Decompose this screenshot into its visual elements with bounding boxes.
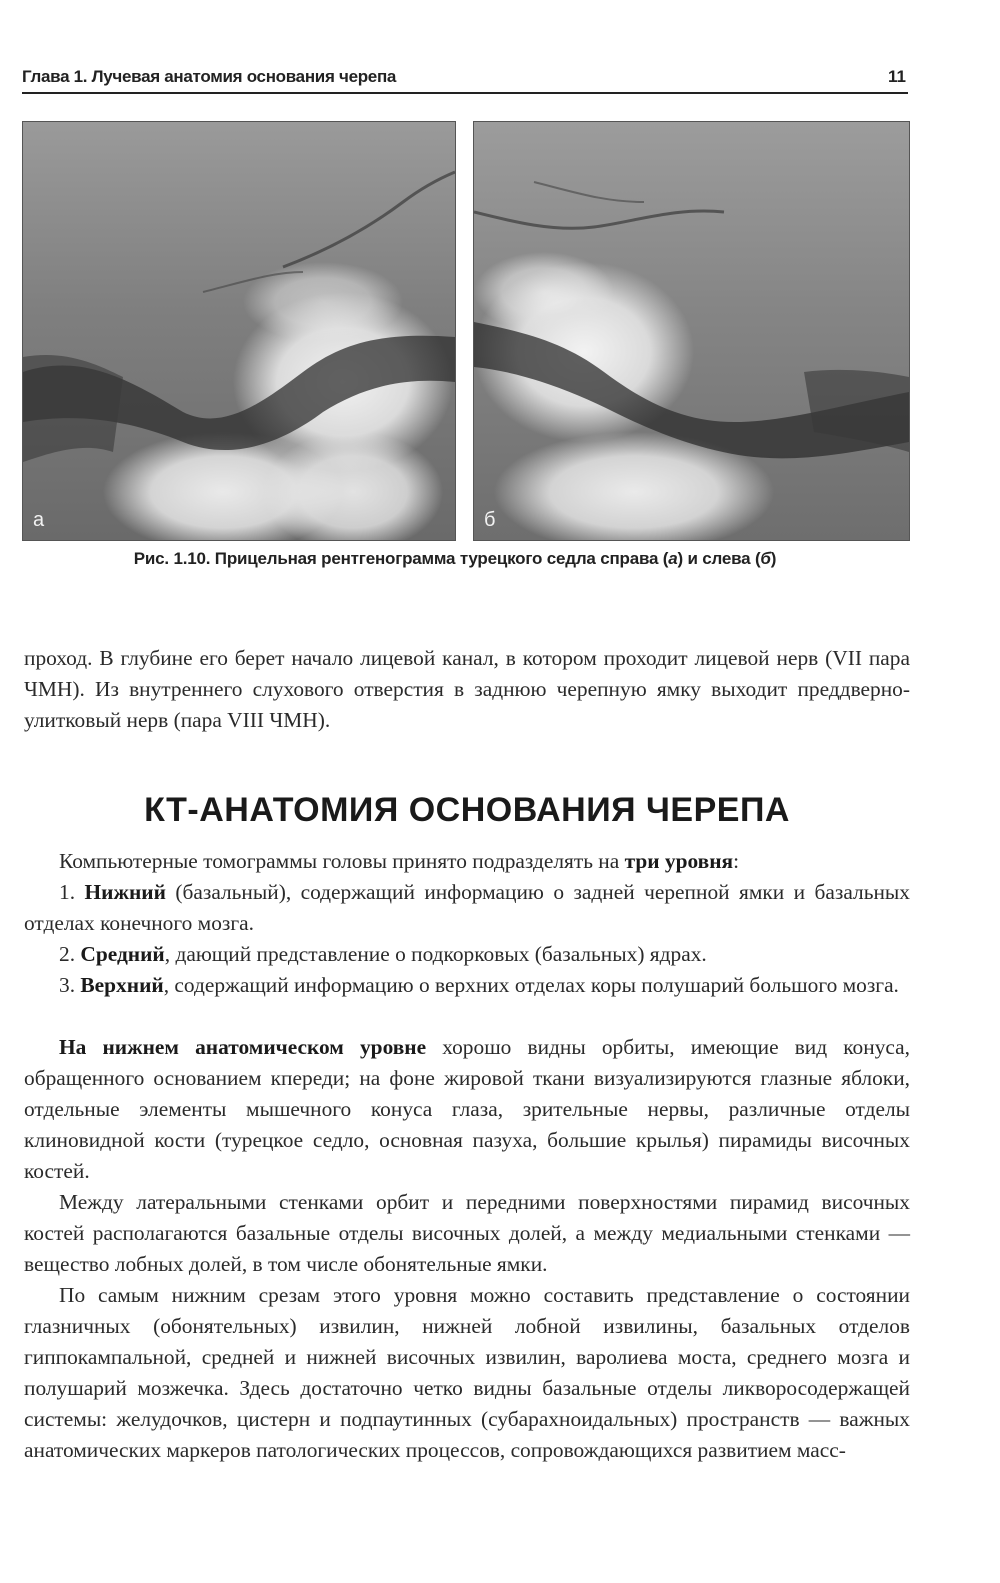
figure-1-10 bbox=[22, 121, 908, 541]
item1-num: 1. bbox=[59, 880, 85, 904]
p1-bold: На нижнем анатомическом уровне bbox=[59, 1035, 427, 1059]
list-item-2 bbox=[24, 939, 910, 970]
caption-mid: ) и слева ( bbox=[677, 549, 761, 568]
item3-num: 3. bbox=[59, 973, 81, 997]
item2-bold: Средний bbox=[80, 942, 165, 966]
panel-label-b: б bbox=[484, 509, 496, 531]
panel-label-a: а bbox=[33, 509, 45, 531]
xray-image-right-side bbox=[22, 121, 456, 541]
caption-a: а bbox=[668, 549, 678, 568]
lateral-walls-paragraph: Между латеральными стенками орбит и передними поверхностями пирамид височных костей располагаются базальные отделы височных долей, а между медиальными стенками — вещество лобных долей, в том числе обонятельные ямки. bbox=[24, 1190, 910, 1276]
lowest-slices-paragraph: По самым нижним срезам этого уровня можно составить представление о состоянии глазничных (обонятельных) извилин, нижней лобной извилины, базальных отделов гиппокампальной, средней и нижней височных извилин, варолиева моста, среднего мозга и полушарий мозжечка. Здесь достаточно четко видны базальные отделы ликворосодержащей системы: желудочков, цистерн и подпаутинных (субарахноидальных) пространств — важных анатомических маркеров патологических процессов, сопровождающихся развитием масс- bbox=[24, 1283, 910, 1462]
running-header bbox=[22, 64, 908, 94]
item3-bold: Верхний bbox=[80, 973, 164, 997]
intro-end: : bbox=[733, 849, 740, 873]
intro-text: Компьютерные томограммы головы принято подразделять на bbox=[59, 849, 625, 873]
caption-suffix: ) bbox=[770, 549, 777, 568]
figure-caption bbox=[0, 549, 910, 569]
caption-text: Рис. 1.10. Прицельная рентгенограмма турецкого седла справа ( bbox=[133, 549, 669, 568]
chapter-title: Глава 1. Лучевая анатомия основания черепа bbox=[22, 67, 397, 86]
xray-a-drawing bbox=[23, 122, 455, 540]
item3-text: , содержащий информацию о верхних отделах коры полушарий большого мозга. bbox=[163, 973, 899, 997]
intro-bold: три уровня bbox=[624, 849, 734, 873]
list-item-1 bbox=[24, 877, 910, 939]
p1-text: хорошо видны орбиты, имеющие вид конуса, обращенного основанием кпереди; на фоне жировой ткани визуализируются глазные яблоки, отдельные элементы мышечного конуса глаза, зрительные нервы, различные отделы клиновидной кости (турецкое седло, основная пазуха, большие крылья) пирамиды височных костей. bbox=[24, 1035, 910, 1183]
lower-level-paragraph bbox=[24, 1032, 910, 1187]
xray-b-drawing bbox=[474, 122, 909, 540]
item1-bold: Нижний bbox=[84, 880, 166, 904]
continuation-paragraph: проход. В глубине его берет начало лицевой канал, в котором проходит лицевой нерв (VII пара ЧМН). Из внутреннего слухового отверстия в заднюю черепную ямку выходит преддверно-улитковый нерв (пара VIII ЧМН). bbox=[24, 646, 910, 732]
item1-text: (базальный), содержащий информацию о задней черепной ямки и базальных отделах конечного мозга. bbox=[24, 880, 910, 935]
xray-image-left-side bbox=[473, 121, 910, 541]
item2-num: 2. bbox=[59, 942, 81, 966]
section-heading: КТ-АНАТОМИЯ ОСНОВАНИЯ ЧЕРЕПА bbox=[144, 791, 790, 829]
page-number: 11 bbox=[888, 67, 906, 86]
intro-paragraph bbox=[24, 846, 910, 877]
item2-text: , дающий представление о подкорковых (базальных) ядрах. bbox=[164, 942, 707, 966]
caption-b: б bbox=[760, 549, 771, 568]
list-item-3 bbox=[24, 970, 910, 1001]
